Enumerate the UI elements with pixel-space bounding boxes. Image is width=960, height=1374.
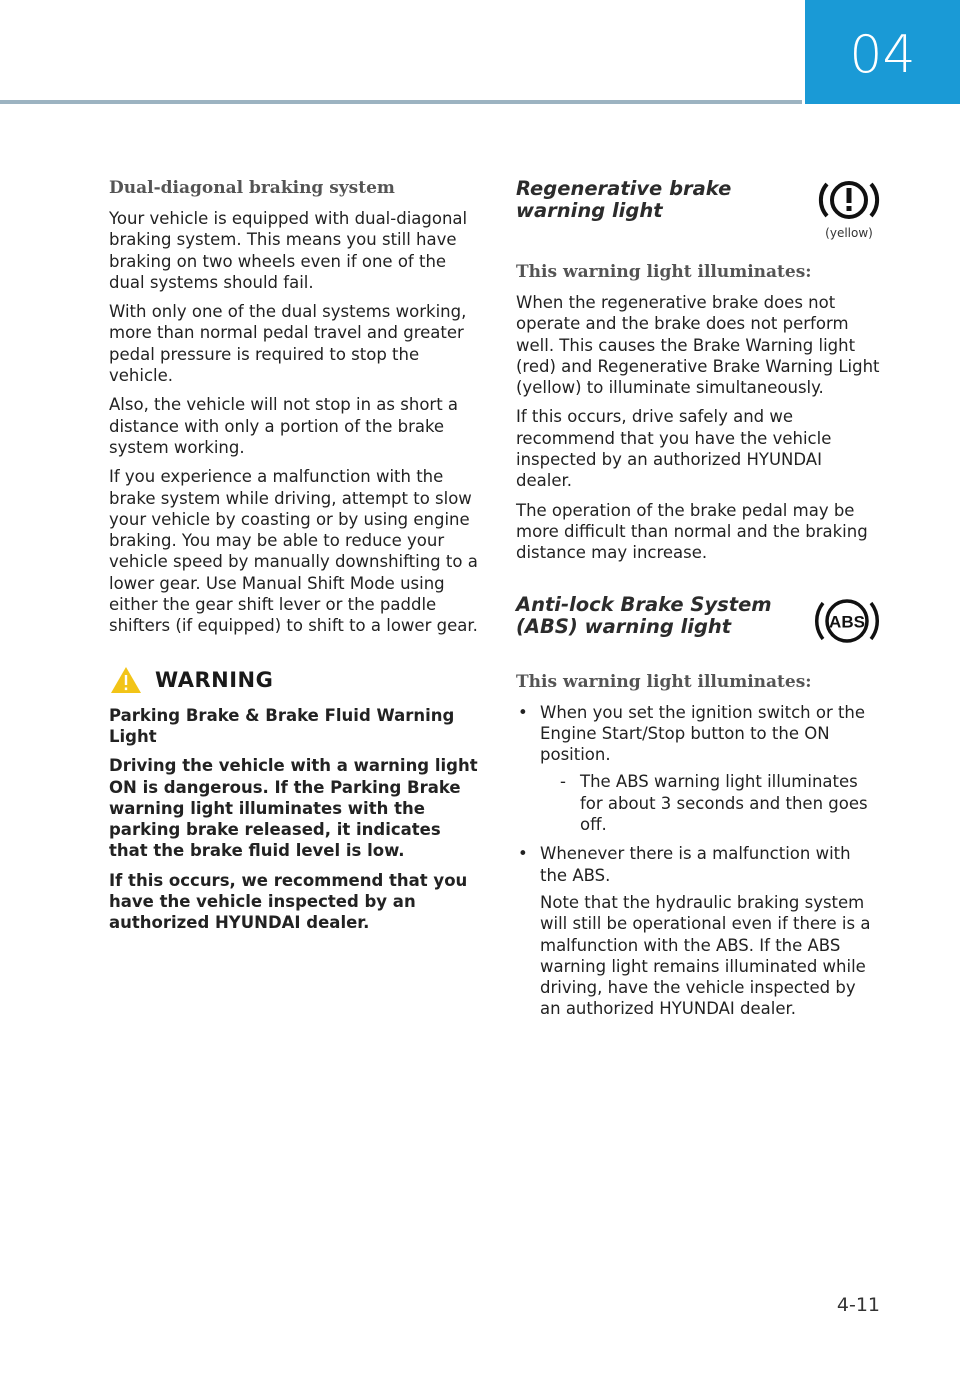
warning-subtitle: Parking Brake & Brake Fluid Warning Light [109, 705, 455, 746]
regen-title: Regenerative brake warning light [516, 177, 732, 222]
left-column [109, 178, 479, 942]
regen-paragraph: If this occurs, drive safely and we recommend that you have the vehicle inspected by an authorized HYUNDAI dealer. [516, 407, 832, 491]
warning-paragraph: If this occurs, we recommend that you have the vehicle inspected by an authorized HYUNDAI dealer. [109, 870, 468, 933]
exclamation-warning-icon [817, 176, 881, 226]
warning-header [109, 665, 479, 695]
bullet-icon: • [518, 844, 528, 864]
warning-paragraph: Driving the vehicle with a warning light ON is dangerous. If the Parking Brake warning light illuminates with the parking brake released, it indicates that the brake fluid level is low. [109, 756, 478, 861]
list-item [516, 843, 881, 1019]
left-paragraph: Also, the vehicle will not stop in as short a distance with only a portion of the brake system working. [109, 395, 459, 457]
abs-title: Anti-lock Brake System (ABS) warning light [516, 592, 772, 638]
warning-box [109, 665, 479, 934]
left-paragraph: With only one of the dual systems working, more than normal pedal travel and greater pedal pressure is required to stop the vehicle. [109, 302, 467, 386]
abs-subheading: This warning light illuminates: [516, 671, 812, 692]
chapter-number: 04 [849, 25, 916, 85]
dash-icon: - [560, 772, 566, 792]
bullet-icon: • [518, 702, 528, 722]
regen-icon-box [817, 176, 881, 240]
regen-header [516, 178, 881, 240]
regen-subheading: This warning light illuminates: [516, 262, 812, 282]
bullet-text: When you set the ignition switch or the Engine Start/Stop button to the ON position. [540, 702, 866, 765]
regen-paragraph: When the regenerative brake does not operate and the brake does not perform well. This causes the Brake Warning light (red) and Regenerative Brake Warning Light (yellow) to illuminate simultaneously. [516, 293, 880, 398]
dual-diagonal-heading: Dual-diagonal braking system [109, 178, 395, 198]
abs-icon [813, 590, 881, 652]
warning-label: WARNING [155, 667, 274, 692]
abs-icon-text: ABS [829, 612, 865, 632]
left-paragraph: If you experience a malfunction with the brake system while driving, attempt to slow your vehicle by coasting or by using engine braking. You may be able to reduce your vehicle speed by manually downshifting to a lower gear. Use Manual Shift Mode using either the gear shift lever or the paddle shifters (if equipped) to shift to a lower gear. [109, 467, 478, 636]
left-paragraph: Your vehicle is equipped with dual-diagonal braking system. This means you still have braking on two wheels even if one of the dual systems should fail. [109, 209, 468, 292]
regen-paragraph: The operation of the brake pedal may be more difficult than normal and the braking distance may increase. [516, 500, 868, 563]
header-rule [0, 100, 802, 104]
abs-bullet-list [516, 702, 881, 1020]
bullet-text: Whenever there is a malfunction with the ABS. [540, 844, 851, 885]
bullet-note: Note that the hydraulic braking system will still be operational even if there is a malfunction with the ABS. If the ABS warning light remains illuminated while driving, have the vehicle inspected by an authorized HYUNDAI dealer. [540, 892, 871, 1019]
page-number: 4-11 [836, 1294, 880, 1316]
abs-header [516, 594, 881, 652]
icon-caption: (yellow) [825, 226, 873, 240]
sub-list-item [560, 771, 881, 835]
sub-item-text: The ABS warning light illuminates for about 3 seconds and then goes off. [580, 772, 868, 835]
list-item [516, 702, 881, 836]
warning-triangle-icon [109, 665, 143, 695]
chapter-tab [805, 0, 960, 104]
right-column [516, 178, 881, 1028]
